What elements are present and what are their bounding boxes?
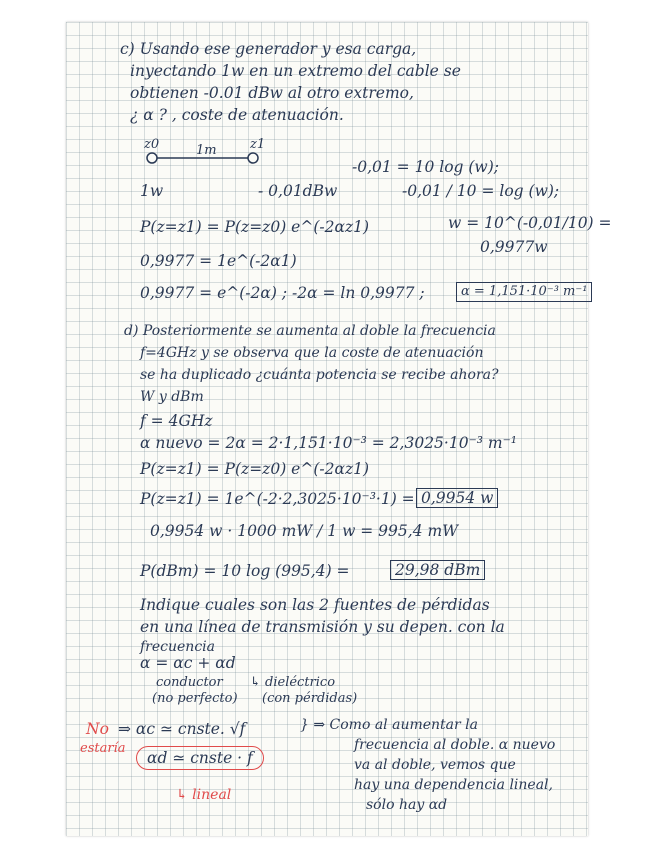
input-power-label: 1w (140, 182, 164, 200)
power-result-w: 0,9954 w (416, 488, 498, 508)
power-eq-2: P(z=z1) = 1e^(-2·2,3025·10⁻³·1) = (140, 490, 415, 508)
reason-line-1: } ⇒ Como al aumentar la (300, 717, 478, 733)
reason-line-5: sólo hay αd (366, 797, 448, 813)
power-result-dbm: 29,98 dBm (390, 560, 485, 580)
reason-line-4: hay una dependencia lineal, (354, 777, 553, 793)
dielectric-label: ↳ dieléctrico (250, 675, 336, 690)
z1-label: z1 (250, 137, 266, 152)
equation-1: -0,01 = 10 log (w); (352, 158, 499, 176)
alpha-sum: α = αc + αd (140, 654, 236, 672)
conductor-label: conductor (156, 675, 223, 690)
alpha-d-relation: αd ≃ cnste · f (136, 746, 264, 770)
output-power-label: - 0,01dBw (258, 182, 338, 200)
alpha-result: α = 1,151·10⁻³ m⁻¹ (456, 282, 592, 302)
part-d-line-4: W y dBm (140, 389, 204, 405)
question-line-1: Indique cuales son las 2 fuentes de pérdidas (140, 596, 490, 614)
equation-2: -0,01 / 10 = log (w); (402, 182, 560, 200)
conversion-mw: 0,9954 w · 1000 mW / 1 w = 995,4 mW (150, 522, 459, 540)
question-line-2: en una línea de transmisión y su depen. con la (140, 618, 505, 636)
reason-line-3: va al doble, vemos que (354, 757, 516, 773)
equation-7: 0,9977 = e^(-2α) ; -2α = ln 0,9977 ; (140, 284, 425, 302)
with-losses-label: (con pérdidas) (262, 691, 358, 706)
z0-label: z0 (144, 137, 160, 152)
part-c-line-1: c) Usando ese generador y esa carga, (120, 40, 417, 58)
power-eq-1: P(z=z1) = P(z=z0) e^(-2αz1) (140, 460, 370, 478)
question-line-3: frecuencia (140, 639, 215, 655)
z1-node (248, 153, 258, 163)
no-perfect-label: (no perfecto) (152, 691, 238, 706)
estaria-annotation: estaría (80, 741, 126, 756)
equation-6: 0,9977 = 1e^(-2α1) (140, 252, 297, 270)
part-d-line-1: d) Posteriormente se aumenta al doble la frecuencia (124, 323, 496, 339)
reason-line-2: frecuencia al doble. α nuevo (354, 737, 556, 753)
equation-4: w = 10^(-0,01/10) = (448, 214, 612, 232)
alpha-c-relation: ⇒ αc ≃ cnste. √f (118, 720, 246, 738)
equation-3: P(z=z1) = P(z=z0) e^(-2αz1) (140, 218, 370, 236)
alpha-new: α nuevo = 2α = 2·1,151·10⁻³ = 2,3025·10⁻³ m⁻¹ (140, 434, 517, 452)
lineal-annotation: ↳ lineal (176, 787, 232, 803)
part-c-line-3: obtienen -0.01 dBw al otro extremo, (130, 84, 414, 102)
part-d-line-2: f=4GHz y se observa que la coste de atenuación (140, 345, 484, 361)
dbm-equation: P(dBm) = 10 log (995,4) = (140, 562, 350, 580)
length-label: 1m (196, 143, 217, 158)
equation-5: 0,9977w (480, 238, 548, 256)
part-c-question: ¿ α ? , coste de atenuación. (130, 106, 344, 124)
no-annotation: No (86, 720, 109, 738)
z0-node (147, 153, 157, 163)
part-c-line-2: inyectando 1w en un extremo del cable se (130, 62, 461, 80)
frequency: f = 4GHz (140, 412, 213, 430)
part-d-line-3: se ha duplicado ¿cuánta potencia se recibe ahora? (140, 367, 499, 383)
